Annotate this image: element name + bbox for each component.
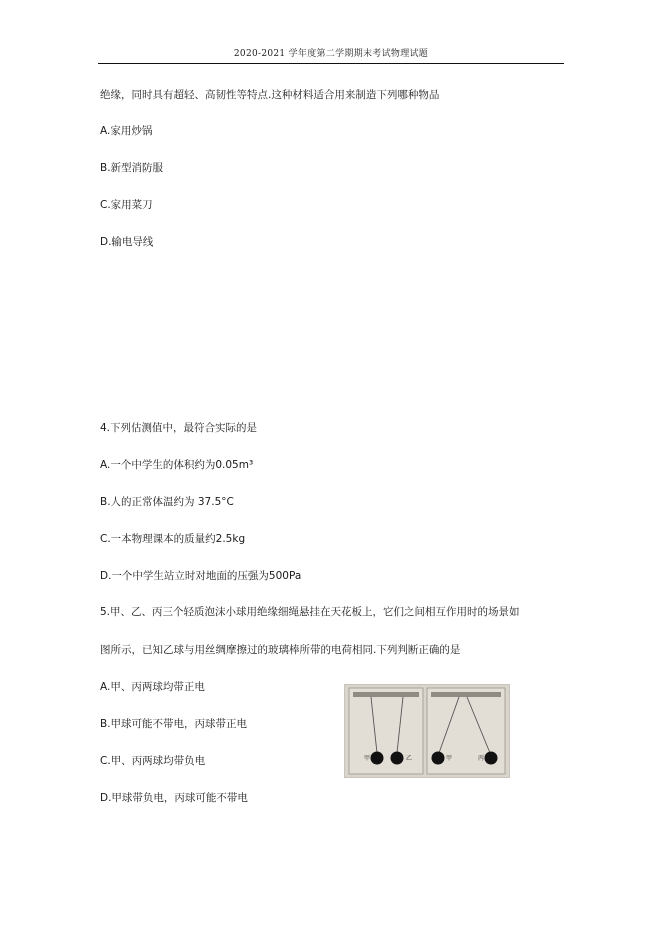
- q5-figure-photo: [344, 684, 510, 778]
- q5-option-c: C.甲、丙两球均带负电: [100, 755, 206, 767]
- q4-option-d: D.一个中学生站立时对地面的压强为500Pa: [100, 570, 302, 582]
- q3-stem-continuation: 绝缘，同时具有超轻、高韧性等特点.这种材料适合用来制造下列哪种物品: [100, 89, 440, 101]
- q3-option-c: C.家用菜刀: [100, 199, 153, 211]
- q5-option-b: B.甲球可能不带电，丙球带正电: [100, 718, 248, 730]
- q4-stem: 4.下列估测值中，最符合实际的是: [100, 422, 258, 434]
- ball-jia-right: [432, 752, 445, 765]
- left-ceiling-bar: [353, 692, 419, 697]
- q4-option-b: B.人的正常体温约为 37.5°C: [100, 496, 234, 508]
- label-jia-left: 甲: [364, 755, 371, 762]
- q3-option-a: A.家用炒锅: [100, 125, 153, 137]
- q5-stem-line2: 图所示，已知乙球与用丝绸摩擦过的玻璃棒所带的电荷相同.下列判断正确的是: [100, 644, 461, 656]
- header-divider: [98, 63, 564, 64]
- q5-option-d: D.甲球带负电，丙球可能不带电: [100, 792, 248, 804]
- ball-bing-right: [485, 752, 498, 765]
- label-bing-right: 丙: [478, 755, 485, 762]
- ball-jia-left: [371, 752, 384, 765]
- page-header: 2020-2021 学年度第二学期期末考试物理试题: [233, 49, 429, 59]
- right-ceiling-bar: [431, 692, 501, 697]
- q5-stem-line1: 5.甲、乙、丙三个轻质泡沫小球用绝缘细绳悬挂在天花板上，它们之间相互作用时的场景如: [100, 606, 520, 618]
- q4-option-a: A.一个中学生的体积约为0.05m³: [100, 459, 254, 471]
- ball-yi-left: [391, 752, 404, 765]
- q5-figure-svg: [345, 685, 509, 777]
- q3-option-d: D.输电导线: [100, 236, 154, 248]
- label-jia-right: 甲: [446, 755, 453, 762]
- q5-option-a: A.甲、丙两球均带正电: [100, 681, 205, 693]
- q4-option-c: C.一本物理课本的质量约2.5kg: [100, 533, 246, 545]
- q3-option-b: B.新型消防服: [100, 162, 164, 174]
- label-yi-left: 乙: [406, 755, 413, 762]
